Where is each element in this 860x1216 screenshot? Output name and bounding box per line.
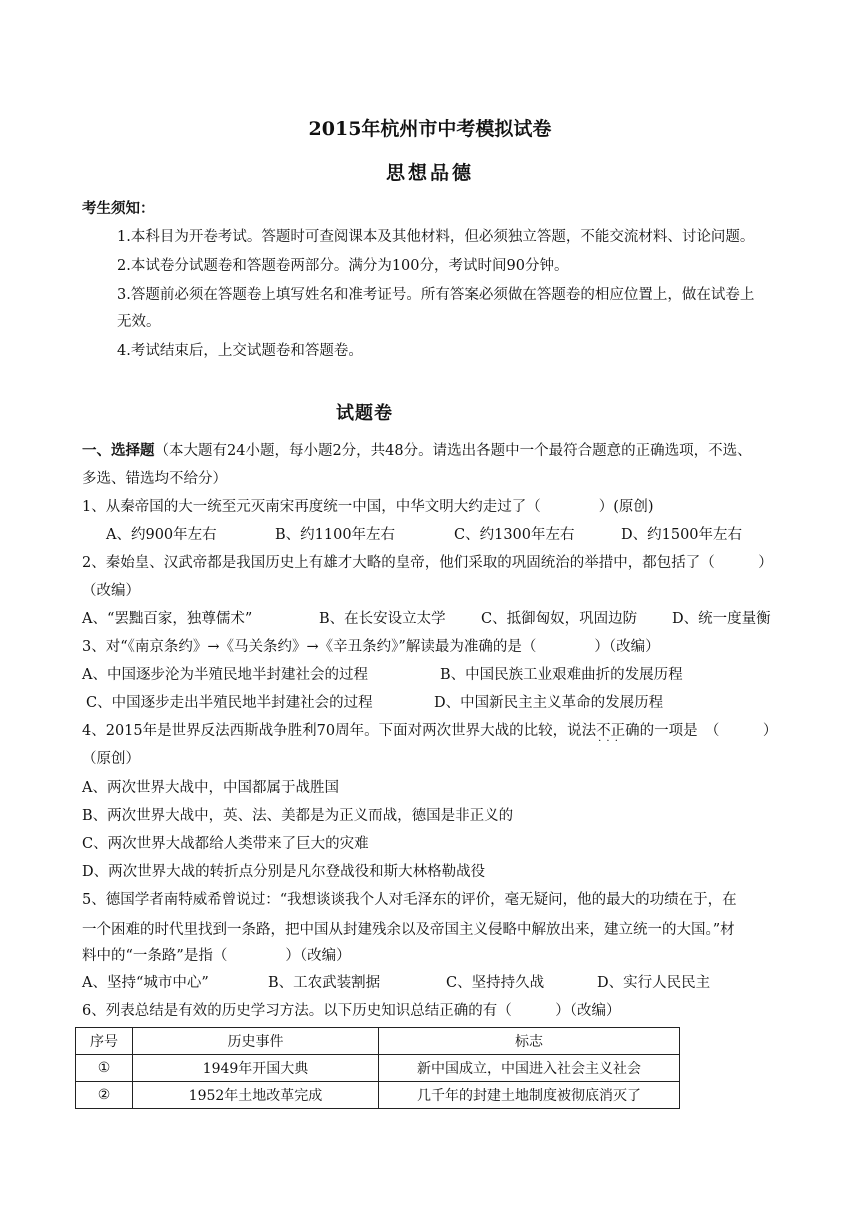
notice-item: 2.本试卷分试题卷和答题卷两部分。满分为100分，考试时间90分钟。: [117, 258, 569, 274]
section-title: 试题卷: [336, 403, 393, 424]
stem-after: 的一项是 （ ）: [639, 723, 778, 739]
option-d: D、约1500年左右: [621, 527, 743, 543]
option-a: A、中国逐步沦为半殖民地半封建社会的过程: [82, 667, 368, 683]
table-cell: ②: [76, 1082, 133, 1109]
notice-item: 4.考试结束后，上交试题卷和答题卷。: [117, 343, 363, 359]
stem-before: 4、2015年是世界反法西斯战争胜利70周年。下面对两次世界大战的比较，说法: [82, 723, 597, 739]
exam-title: 2015年杭州市中考模拟试卷: [308, 118, 552, 140]
option-c: C、中国逐步走出半殖民地半封建社会的过程: [86, 695, 373, 711]
notice-heading: 考生须知：: [82, 200, 155, 217]
question-stem: 3、对“《南京条约》→《马关条约》→《辛丑条约》”解读最为准确的是（ ）（改编）: [82, 639, 660, 655]
option-b: B、工农武装割据: [268, 975, 381, 991]
option-d: D、统一度量衡: [672, 611, 771, 627]
option-d: D、中国新民主主义革命的发展历程: [434, 695, 664, 711]
table-header-cell: 历史事件: [133, 1028, 379, 1055]
section-heading-line2: 多选、错选均不给分）: [82, 471, 227, 487]
table-header-row: [76, 1028, 680, 1055]
question-stem: [82, 721, 777, 741]
question-stem-cont: （原创）: [82, 751, 140, 767]
option-d: D、两次世界大战的转折点分别是凡尔登战役和斯大林格勒战役: [82, 864, 486, 880]
option-b: B、约1100年左右: [275, 527, 396, 543]
option-c: C、两次世界大战都给人类带来了巨大的灾难: [82, 836, 369, 852]
table-cell: 新中国成立，中国进入社会主义社会: [379, 1055, 680, 1082]
table-row: [76, 1082, 680, 1109]
section-heading-bold: 一、选择题: [82, 442, 155, 459]
section-heading-rest: （本大题有24小题，每小题2分，共48分。请选出各题中一个最符合题意的正确选项，不选、: [154, 443, 752, 459]
question-stem-cont: （改编）: [82, 583, 140, 599]
table-header-cell: 序号: [76, 1028, 133, 1055]
table-cell: 几千年的封建土地制度被彻底消灭了: [379, 1082, 680, 1109]
notice-item: 3.答题前必须在答题卷上填写姓名和准考证号。所有答案必须做在答题卷的相应位置上，做在试卷上: [117, 287, 755, 303]
option-a: A、约900年左右: [106, 527, 217, 543]
question-stem: 5、德国学者南特威希曾说过：“我想谈谈我个人对毛泽东的评价，毫无疑问，他的最大的功绩在于，在: [82, 892, 737, 908]
option-c: C、坚持持久战: [446, 975, 545, 991]
option-a: A、坚持“城市中心”: [82, 975, 209, 991]
question-stem: 2、秦始皇、汉武帝都是我国历史上有雄才大略的皇帝，他们采取的巩固统治的举措中，都包括了（ ）: [82, 555, 773, 571]
option-b: B、两次世界大战中，英、法、美都是为正义而战，德国是非正义的: [82, 808, 514, 824]
option-a: A、两次世界大战中，中国都属于战胜国: [82, 780, 339, 796]
option-b: B、在长安设立太学: [319, 611, 446, 627]
table-header-cell: 标志: [379, 1028, 680, 1055]
option-b: B、中国民族工业艰难曲折的发展历程: [440, 667, 683, 683]
option-a: A、“罢黜百家，独尊儒术”: [82, 611, 253, 627]
question-stem: 6、列表总结是有效的历史学习方法。以下历史知识总结正确的有（ ）（改编）: [82, 1003, 621, 1019]
table-cell: ①: [76, 1055, 133, 1082]
question-stem-cont: 料中的“一条路”是指（ ）（改编）: [82, 948, 351, 964]
table-cell: 1949年开国大典: [133, 1055, 379, 1082]
question-stem: 1、从秦帝国的大一统至元灭南宋再度统一中国，中华文明大约走过了（ ）(原创): [82, 499, 654, 515]
section-heading: [82, 441, 752, 461]
subject-title: 思想品德: [385, 162, 474, 184]
emphasized-not-correct: 不正确 · · ·: [596, 723, 640, 739]
option-c: C、约1300年左右: [454, 527, 575, 543]
option-d: D、实行人民民主: [597, 975, 711, 991]
notice-item: 无效。: [117, 314, 161, 330]
option-c: C、抵御匈奴，巩固边防: [481, 611, 638, 627]
question-stem-cont: 一个困难的时代里找到一条路，把中国从封建残余以及帝国主义侵略中解放出来，建立统一的大国。”材: [82, 922, 735, 938]
table-row: [76, 1055, 680, 1082]
notice-item: 1.本科目为开卷考试。答题时可查阅课本及其他材料，但必须独立答题，不能交流材料、讨论问题。: [117, 229, 755, 245]
history-summary-table: [75, 1027, 680, 1109]
table-cell: 1952年土地改革完成: [133, 1082, 379, 1109]
